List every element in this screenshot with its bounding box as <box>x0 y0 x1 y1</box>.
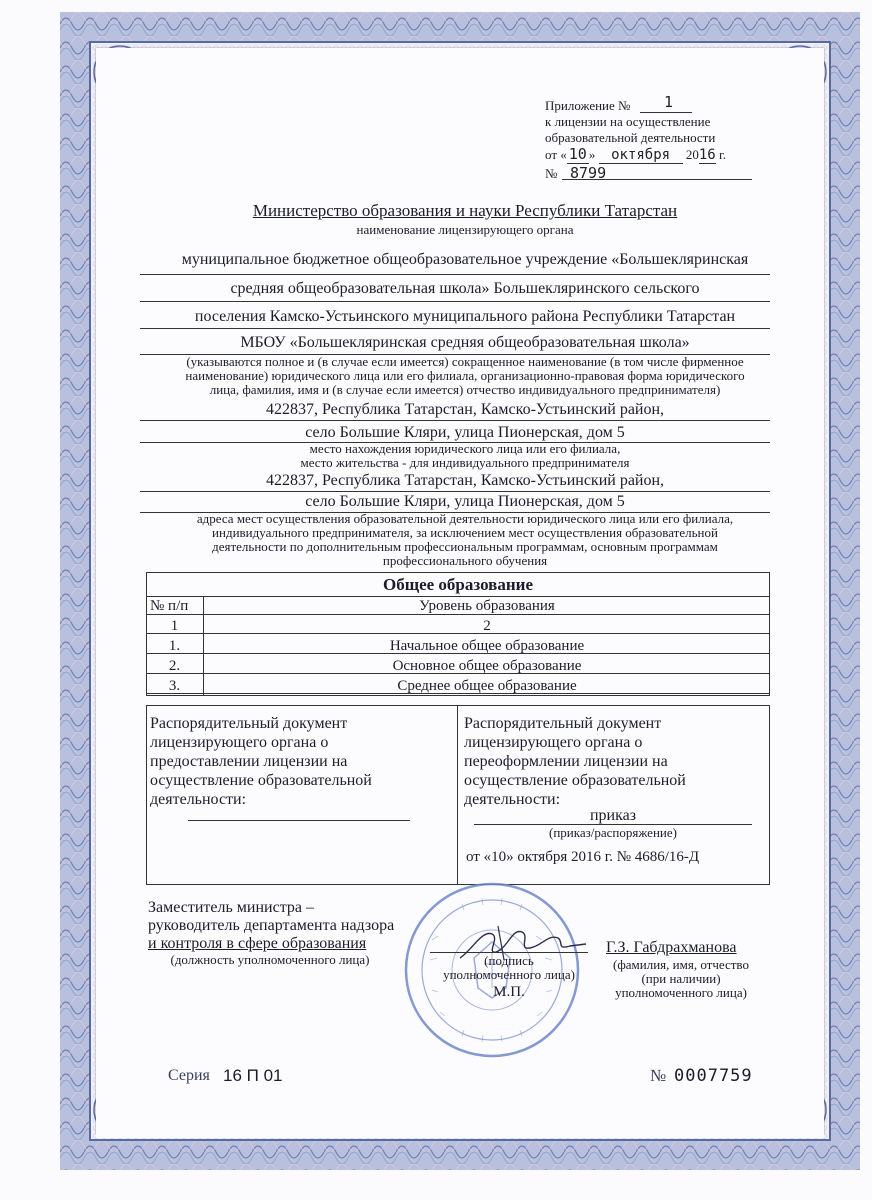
table-row-level: Начальное общее образование <box>389 638 585 654</box>
organization-caption2: наименование) юридического лица или его филиала, организационно-правовая форма юридического <box>185 368 745 383</box>
series-label: Серия <box>168 1067 210 1084</box>
location-caption1: место нахождения юридического лица или его филиала, <box>309 441 621 456</box>
organization-line1: муниципальное бюджетное общеобразовательное учреждение «Большекляринская <box>181 251 749 268</box>
activity-address-line2: село Большие Кляри, улица Пионерская, дом 5 <box>305 493 625 510</box>
document-reissue-text: Распорядительный документ лицензирующего органа о переоформлении лицензии на осуществление образовательной деятельности: <box>464 715 686 808</box>
sign-caption1: (подпись <box>484 953 534 968</box>
location-line2: село Большие Кляри, улица Пионерская, дом 5 <box>305 424 625 441</box>
document-reissue-date: от «10» октября 2016 г. № 4686/16-Д <box>466 849 700 865</box>
position-line3: и контроля в сфере образования <box>148 935 367 952</box>
organization-line3: поселения Камско-Устьинского муниципального района Республики Татарстан <box>194 308 736 325</box>
name-caption3: уполномоченного лица) <box>615 985 747 1000</box>
table-row-level: Основное общее образование <box>392 658 582 674</box>
education-table-title: Общее образование <box>383 575 533 594</box>
appendix-number: 1 <box>664 93 674 111</box>
appendix-to-license-line2: образовательной деятельности <box>545 130 716 145</box>
activity-address-caption4: профессионального обучения <box>382 553 548 568</box>
activity-address-caption3: деятельности по дополнительным профессиональным программам, основным программам <box>212 539 718 554</box>
location-line1: 422837, Республика Татарстан, Камско-Устьинский район, <box>265 401 665 418</box>
organization-short-name: МБОУ «Большекляринская средняя общеобразовательная школа» <box>240 334 690 351</box>
seal-caption: М.П. <box>493 984 525 1000</box>
document-reissue-type-caption: (приказ/распоряжение) <box>549 825 677 840</box>
appendix-to-license-line1: к лицензии на осуществление <box>545 114 711 129</box>
position-line1: Заместитель министра – <box>148 899 314 916</box>
authority-caption: наименование лицензирующего органа <box>356 222 574 237</box>
activity-address-line1: 422837, Республика Татарстан, Камско-Устьинский район, <box>265 472 665 489</box>
signer-name: Г.З. Габдрахманова <box>606 939 737 956</box>
table-numbering-col1: 1 <box>170 618 179 634</box>
appendix-date: от « 10 » октября 2016 г. <box>545 145 727 163</box>
activity-address-caption1: адреса мест осуществления образовательной деятельности юридического лица или его филиала, <box>196 511 734 526</box>
table-row-num: 3. <box>168 678 181 694</box>
activity-address-caption2: индивидуального предпринимателя, за исключением мест осуществления образовательной <box>212 525 718 540</box>
organization-caption1: (указываются полное и (в случае если имеется) сокращенное наименование (в том числе фирменное <box>186 354 744 369</box>
table-numbering-col2: 2 <box>483 618 491 634</box>
table-header-num: № п/п <box>150 598 189 614</box>
name-caption1: (фамилия, имя, отчество <box>613 957 749 972</box>
organization-caption3: лица, фамилия, имя и (в случае если имеется) отчество индивидуального предпринимателя) <box>209 382 721 397</box>
appendix-label: Приложение № <box>545 98 631 113</box>
series-no-label: № <box>650 1066 667 1085</box>
series-number: 0007759 <box>674 1066 753 1086</box>
document-reissue-type: приказ <box>589 807 637 824</box>
document-grant-text: Распорядительный документ лицензирующего органа о предоставлении лицензии на осуществление образовательной деятельности: <box>150 715 372 808</box>
organization-line2: средняя общеобразовательная школа» Большекляринского сельского <box>230 280 700 297</box>
name-caption2: (при наличии) <box>641 971 721 986</box>
position-line2: руководитель департамента надзора <box>148 917 395 934</box>
series-value: 16 П 01 <box>223 1066 283 1085</box>
authority-name: Министерство образования и науки Республики Татарстан <box>252 201 678 220</box>
table-row-num: 1. <box>168 638 181 654</box>
table-row-num: 2. <box>168 658 181 674</box>
sign-caption2: уполномоченного лица) <box>443 967 575 982</box>
table-row-level: Среднее общее образование <box>397 678 577 694</box>
appendix-no-label: № <box>545 166 558 181</box>
table-header-level: Уровень образования <box>419 598 555 614</box>
position-caption: (должность уполномоченного лица) <box>170 952 370 967</box>
license-number: 8799 <box>570 164 607 182</box>
location-caption2: место жительства - для индивидуального предпринимателя <box>300 455 630 470</box>
